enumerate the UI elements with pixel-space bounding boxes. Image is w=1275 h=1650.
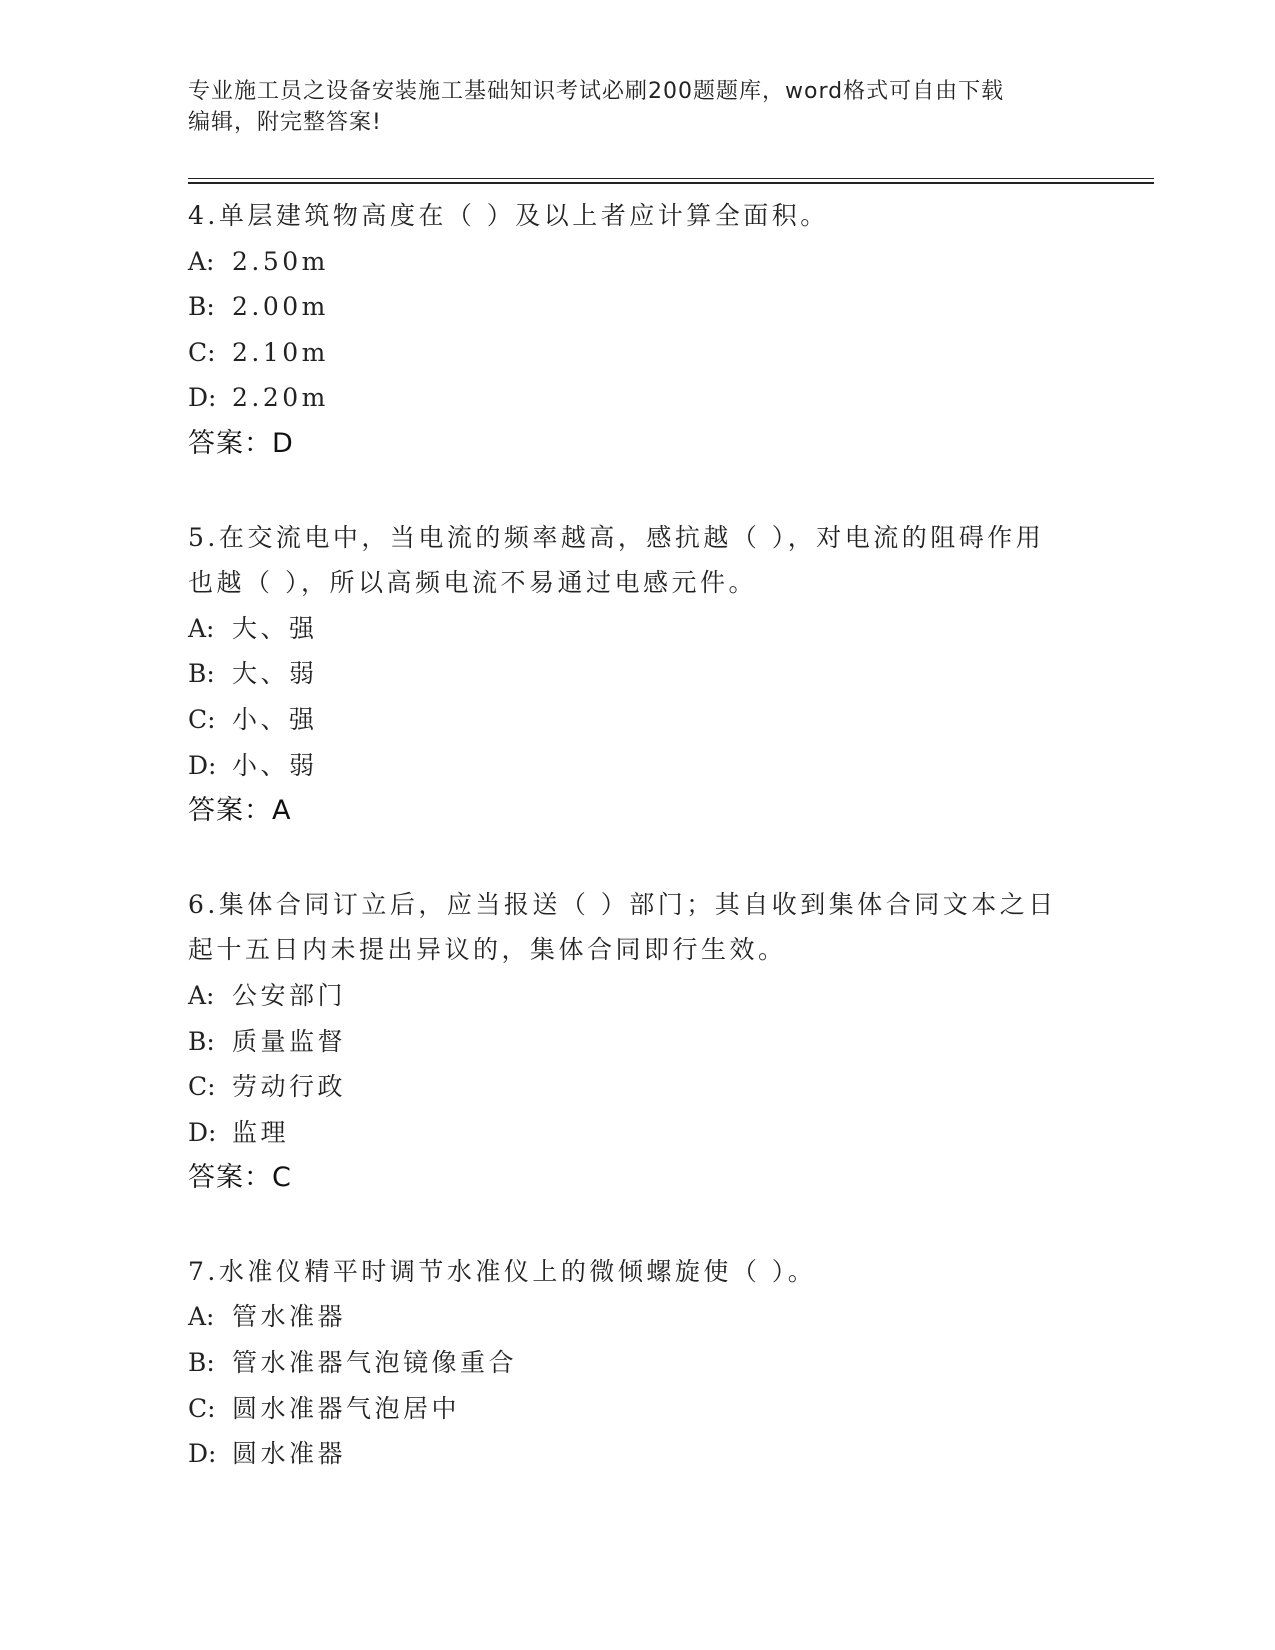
option-letter: C: bbox=[188, 704, 216, 734]
option-letter: C: bbox=[188, 1393, 216, 1423]
question-7 bbox=[188, 1249, 1088, 1477]
option-letter: B: bbox=[188, 1348, 215, 1378]
option-letter: D: bbox=[188, 750, 217, 780]
option-d bbox=[188, 1431, 1088, 1477]
option-letter: D: bbox=[188, 383, 217, 413]
option-c bbox=[188, 1064, 1088, 1110]
option-letter: C: bbox=[188, 1072, 216, 1102]
header-line-1: 专业施工员之设备安装施工基础知识考试必刷200题题库，word格式可自由下载 bbox=[188, 79, 1005, 104]
option-b bbox=[188, 651, 1088, 697]
option-letter: A: bbox=[188, 613, 215, 643]
option-b bbox=[188, 1019, 1088, 1065]
option-text: 小、强 bbox=[232, 704, 318, 734]
question-6 bbox=[188, 882, 1088, 1201]
option-letter: D: bbox=[188, 1439, 217, 1469]
answer-line: 答案：A bbox=[188, 795, 292, 827]
option-text: 管水准器 bbox=[232, 1302, 347, 1332]
option-a bbox=[188, 239, 1088, 285]
option-text: 圆水准器 bbox=[232, 1439, 347, 1469]
option-c bbox=[188, 697, 1088, 743]
document-header bbox=[188, 76, 1088, 138]
option-a bbox=[188, 1294, 1088, 1340]
option-a bbox=[188, 606, 1088, 652]
option-letter: C: bbox=[188, 337, 216, 367]
header-line-2: 编辑，附完整答案! bbox=[188, 110, 382, 135]
option-text: 管水准器气泡镜像重合 bbox=[232, 1348, 518, 1378]
option-d bbox=[188, 743, 1088, 789]
option-d bbox=[188, 1110, 1088, 1156]
option-letter: A: bbox=[188, 980, 215, 1010]
question-list bbox=[188, 193, 1088, 1525]
question-stem-line: 起十五日内未提出异议的，集体合同即行生效。 bbox=[188, 935, 787, 965]
option-text: 大、弱 bbox=[232, 659, 318, 689]
answer-line: 答案：D bbox=[188, 427, 294, 459]
question-stem-line: 7.水准仪精平时调节水准仪上的微倾螺旋使（ ）。 bbox=[188, 1256, 817, 1286]
header-divider-thin bbox=[188, 178, 1154, 179]
option-text: 2.00m bbox=[232, 292, 329, 322]
option-letter: B: bbox=[188, 659, 215, 689]
option-text: 监理 bbox=[232, 1117, 290, 1147]
option-letter: A: bbox=[188, 246, 215, 276]
option-letter: D: bbox=[188, 1117, 217, 1147]
option-b bbox=[188, 1340, 1088, 1386]
option-a bbox=[188, 973, 1088, 1019]
option-letter: B: bbox=[188, 1026, 215, 1056]
question-stem-line: 4.单层建筑物高度在（ ）及以上者应计算全面积。 bbox=[188, 201, 829, 230]
option-letter: B: bbox=[188, 292, 215, 322]
option-c bbox=[188, 1386, 1088, 1432]
option-text: 大、强 bbox=[232, 613, 318, 643]
option-d bbox=[188, 375, 1088, 421]
option-text: 公安部门 bbox=[232, 980, 347, 1010]
option-letter: A: bbox=[188, 1302, 215, 1332]
option-text: 劳动行政 bbox=[232, 1072, 347, 1102]
option-text: 2.20m bbox=[232, 383, 329, 413]
question-stem-line: 也越（ ），所以高频电流不易通过电感元件。 bbox=[188, 568, 757, 598]
option-text: 2.50m bbox=[232, 246, 329, 276]
option-text: 小、弱 bbox=[232, 750, 318, 780]
answer-line: 答案：C bbox=[188, 1162, 292, 1194]
option-b bbox=[188, 284, 1088, 330]
question-5 bbox=[188, 515, 1088, 834]
option-text: 质量监督 bbox=[232, 1026, 347, 1056]
question-stem-line: 5.在交流电中，当电流的频率越高，感抗越（ ），对电流的阻碍作用 bbox=[188, 522, 1045, 552]
question-stem-line: 6.集体合同订立后，应当报送（ ）部门；其自收到集体合同文本之日 bbox=[188, 889, 1057, 919]
option-text: 圆水准器气泡居中 bbox=[232, 1393, 461, 1423]
question-4 bbox=[188, 193, 1088, 467]
option-text: 2.10m bbox=[232, 337, 329, 367]
header-divider-thick bbox=[188, 182, 1154, 184]
option-c bbox=[188, 330, 1088, 376]
